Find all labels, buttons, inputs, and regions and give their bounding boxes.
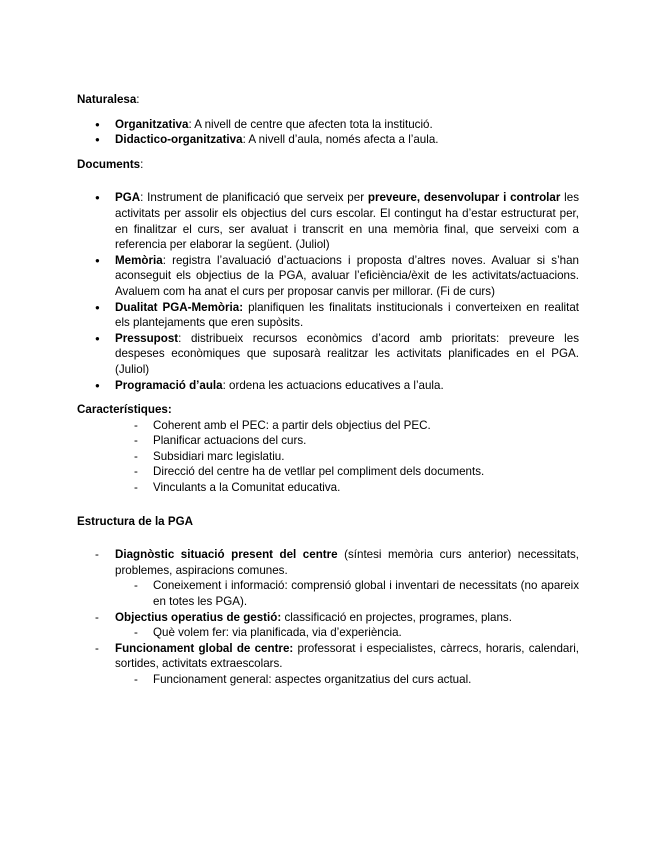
- estructura-heading: Estructura de la PGA: [77, 514, 193, 528]
- documents-list: [77, 190, 579, 393]
- naturalesa-list: [77, 117, 579, 148]
- list-item-pressupost: ● Pressupost: distribueix recursos econòmics d’acord amb prioritats: preveure les despeses econòmiques que suposarà realitzar les activitats planificades en el PGA. (Juliol): [77, 331, 579, 378]
- list-item: - Direcció del centre ha de vetllar pel compliment dels documents.: [77, 464, 579, 480]
- estructura-list: [77, 610, 579, 626]
- list-item: - Coneixement i informació: comprensió global i inventari de necessitats (no apareix en totes les PGA).: [77, 578, 579, 609]
- list-item: ● Didactico-organitzativa: A nivell d’aula, només afecta a l’aula.: [77, 132, 579, 148]
- list-item: - Planificar actuacions del curs.: [77, 433, 579, 449]
- documents-heading: Documents:: [77, 157, 144, 171]
- list-item: - Coherent amb el PEC: a partir dels objectius del PEC.: [77, 418, 579, 434]
- list-item: - Vinculants a la Comunitat educativa.: [77, 480, 579, 496]
- estructura-sublist: [77, 578, 579, 609]
- list-item-funcionament: - Funcionament global de centre: professorat i especialistes, càrrecs, horaris, calendari, sortides, activitats extraescolars.: [77, 641, 579, 672]
- caracteristiques-heading: Característiques:: [77, 403, 172, 417]
- estructura-sublist: [77, 672, 579, 688]
- list-item-objectius: - Objectius operatius de gestió: classificació en projectes, programes, plans.: [77, 610, 579, 626]
- list-item: - Subsidiari marc legislatiu.: [77, 449, 579, 465]
- list-item-programacio: ● Programació d’aula: ordena les actuacions educatives a l’aula.: [77, 378, 579, 394]
- list-item: - Funcionament general: aspectes organitzatius del curs actual.: [77, 672, 579, 688]
- estructura-list: [77, 547, 579, 578]
- naturalesa-heading: Naturalesa:: [77, 93, 140, 106]
- list-item-diagnostic: - Diagnòstic situació present del centre (síntesi memòria curs anterior) necessitats, problemes, aspiracions comunes.: [77, 547, 579, 578]
- list-item: - Què volem fer: via planificada, via d’experiència.: [77, 625, 579, 641]
- list-item-dualitat: ● Dualitat PGA-Memòria: planifiquen les finalitats institucionals i converteixen en realitat els plantejaments que eren supòsits.: [77, 300, 579, 331]
- list-item-pga: ● PGA: Instrument de planificació que serveix per preveure, desenvolupar i controlar les activitats per assolir els objectius del curs escolar. El contingut ha d’estar estructurat per, en finalitzar el curs, ser avaluat i transcrit en una memòria final, que serveixi com a referencia per elaborar la següent. (Juliol): [77, 190, 579, 252]
- caracteristiques-list: [77, 418, 579, 496]
- estructura-sublist: [77, 625, 579, 641]
- estructura-list: [77, 641, 579, 672]
- list-item: ● Organitzativa: A nivell de centre que afecten tota la institució.: [77, 117, 579, 133]
- list-item-memoria: ● Memòria: registra l’avaluació d’actuacions i proposta d’altres noves. Avaluar si s’han aconseguit els objectius de la PGA, avaluar l’eficiència/èxit de les activitats/actuacions. Avaluem com ha anat el curs per proposar canvis per millorar. (Fi de curs): [77, 253, 579, 300]
